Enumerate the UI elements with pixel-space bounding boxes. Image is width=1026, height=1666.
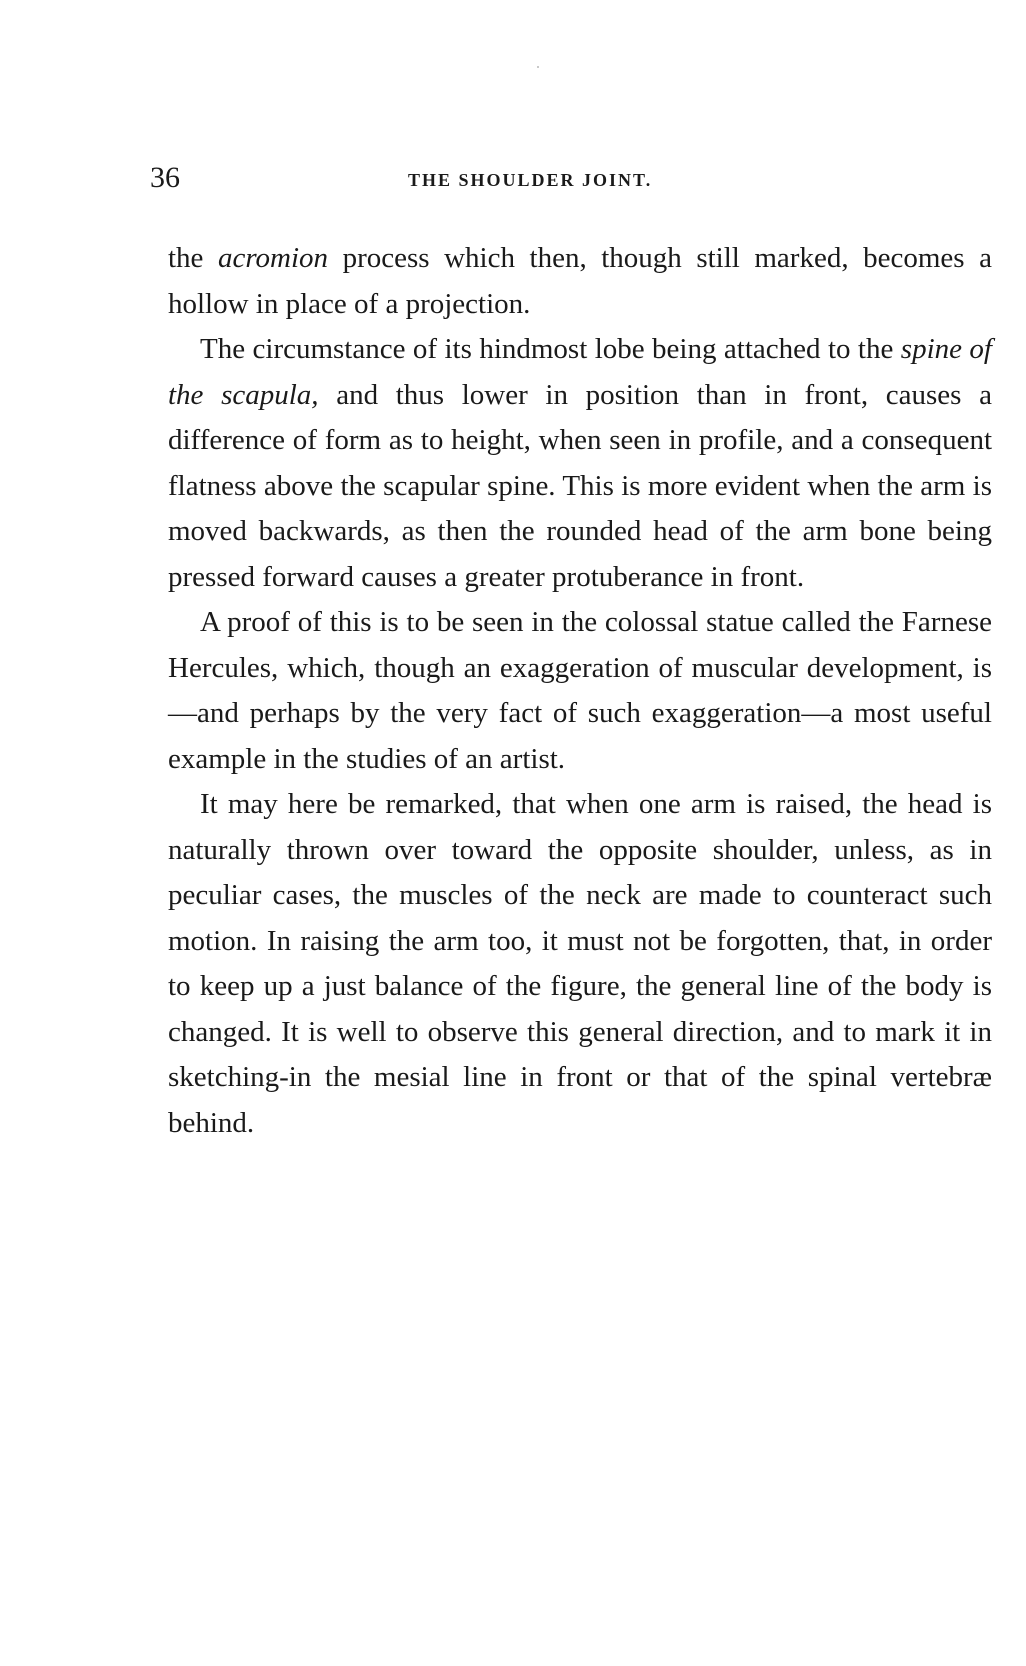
paragraph-4	[168, 782, 992, 1146]
text-run: It may here be remarked, that when one arm is raised, the head is naturally thrown over toward the opposite shoulder, unless, as in peculiar cases, the muscles of the neck are made to counteract such motion. In raising the arm too, it must not be forgotten, that, in order to keep up a just balance of the figure, the general line of the body is changed. It is well to observe this general direction, and to mark it in sketching-in the mesial line in front or that of the spinal vertebræ behind.	[168, 788, 992, 1139]
paragraph-3	[168, 600, 992, 782]
italic-term-acromion: acromion	[217, 242, 329, 274]
text-run: and thus lower in position than in front, causes a difference of form as to height, when seen in profile, and a consequent flatness above the scapular spine. This is more evident when the arm is moved backwards, as then the rounded head of the arm bone being pressed forward causes a greater protuberance in front.	[168, 378, 992, 593]
paragraph-1	[168, 236, 992, 327]
page-number: 36	[150, 161, 180, 194]
text-run: the	[168, 242, 218, 274]
text-run: A proof of this is to be seen in the colossal statue called the Farnese Hercules, which, though an exaggeration of muscular development, is—and perhaps by the very fact of such exaggeration—a most useful example in the studies of an artist.	[168, 606, 992, 775]
text-run: The circumstance of its hindmost lobe being attached to the	[200, 333, 901, 365]
running-title: THE SHOULDER JOINT.	[408, 170, 653, 190]
italic-term-spine-of-scapula: spine of the scapula,	[168, 333, 992, 411]
page-header	[150, 160, 740, 200]
scan-speck	[537, 66, 539, 68]
paragraph-2	[168, 327, 992, 600]
body-text	[168, 236, 992, 1146]
text-run: process which then, though still marked, becomes a hollow in place of a projection.	[168, 242, 992, 320]
